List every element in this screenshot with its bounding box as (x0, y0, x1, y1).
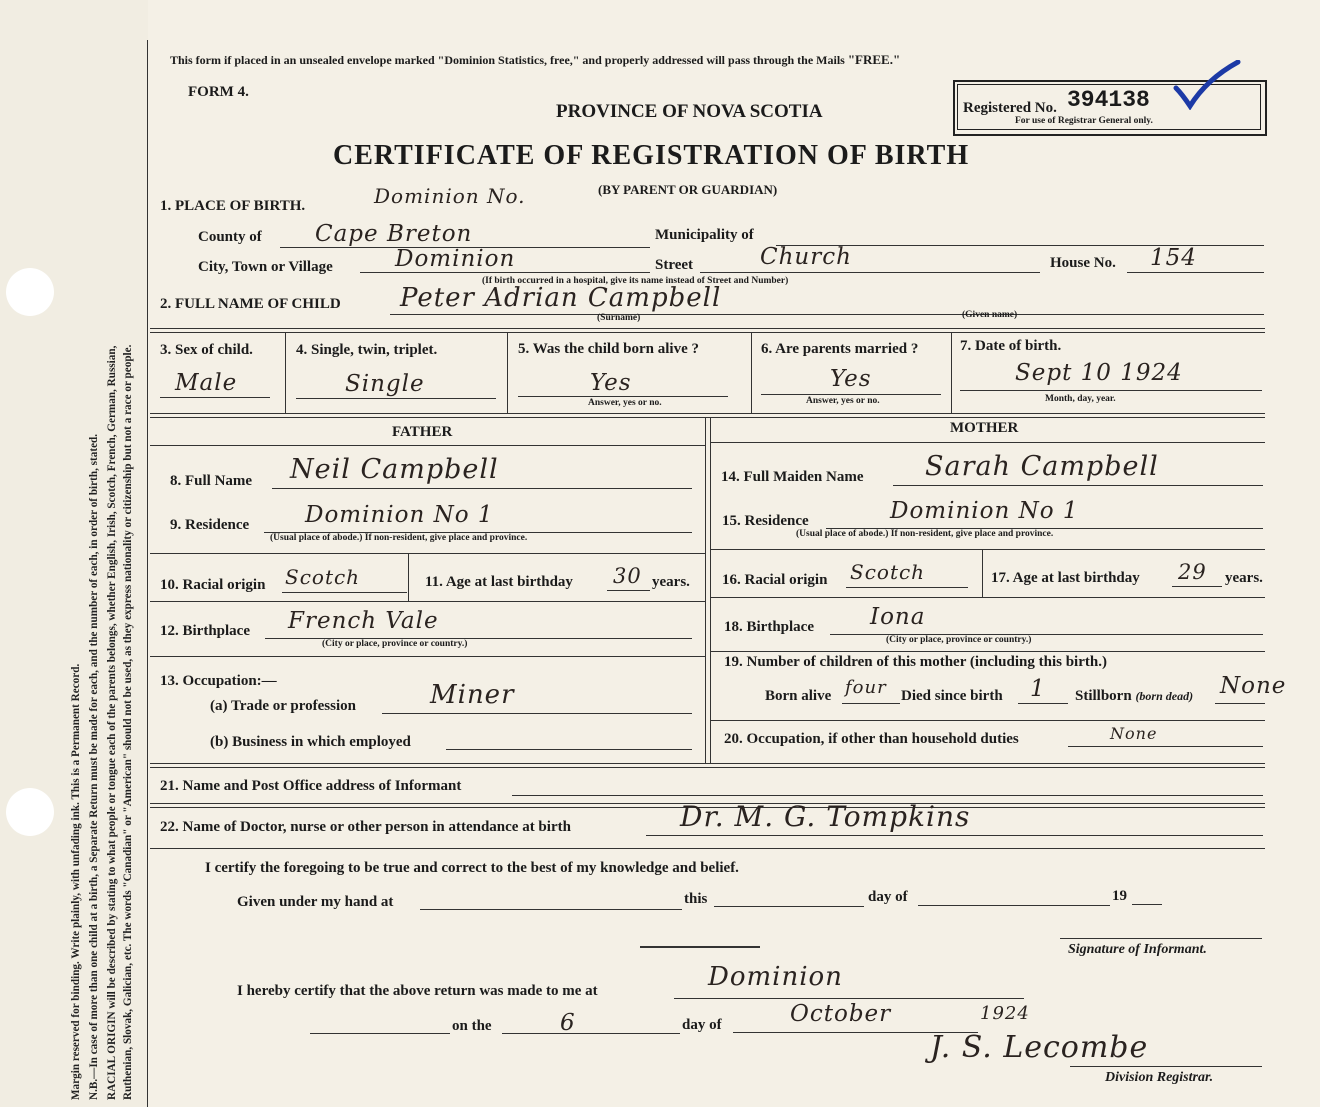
informant-signature-line-short (640, 946, 760, 948)
alive-line (518, 396, 728, 397)
mother-years-label: years. (1225, 570, 1263, 586)
dob-note: Month, day, year. (1045, 394, 1116, 404)
mother-born-alive-line (842, 703, 900, 704)
mother-occupation-value: None (1110, 724, 1158, 743)
mother-residence-note-b: If non-resident, give place and province. (890, 529, 1054, 539)
box-divider-3 (751, 333, 752, 413)
mother-residence-note (796, 529, 1053, 539)
father-occupation-label: 13. Occupation:— (160, 673, 277, 689)
registrar-place-line (674, 998, 1024, 999)
mother-stillborn-text: Stillborn (1075, 688, 1132, 704)
informant-line (512, 795, 1263, 796)
section-rule-2b (150, 417, 1265, 418)
married-value: Yes (830, 366, 872, 392)
parents-heading-rule-left (150, 445, 705, 446)
section-rule-3b (150, 767, 1265, 768)
mother-name-value: Sarah Campbell (925, 451, 1159, 482)
father-business-line (446, 749, 692, 750)
mother-rule-4 (710, 720, 1265, 721)
father-residence-note (270, 533, 527, 543)
city-label: City, Town or Village (198, 259, 333, 275)
given-year-line (1132, 904, 1162, 905)
father-racial-value: Scotch (285, 565, 361, 589)
alive-note: Answer, yes or no. (588, 398, 662, 408)
box-divider-4 (951, 333, 952, 413)
father-residence-value: Dominion No 1 (305, 502, 494, 528)
plurality-value: Single (345, 371, 425, 397)
margin-note-4: Ruthenian, Slovak, Galician, etc. The words "Canadian" or "American" should not be used, as they express nationality or citizenship but not a race or people. (122, 344, 134, 1100)
mother-birthplace-note: (City or place, province or country.) (886, 635, 1032, 645)
alive-value: Yes (590, 370, 632, 396)
registered-label: Registered No. (963, 100, 1057, 116)
hospital-note: (If birth occurred in a hospital, give its name instead of Street and Number) (482, 276, 789, 286)
margin-line (147, 40, 148, 1107)
mother-residence-note-a: (Usual place of abode.) (796, 529, 889, 539)
house-label: House No. (1050, 255, 1116, 271)
sex-label: 3. Sex of child. (160, 342, 253, 358)
section-rule-3a (150, 763, 1265, 764)
section-rule-1a (150, 328, 1265, 329)
father-trade-line (382, 713, 692, 714)
mail-note-free: "FREE." (847, 52, 901, 67)
father-racial-line (282, 592, 407, 593)
city-value: Dominion (395, 246, 516, 272)
street-line (700, 272, 1040, 273)
parents-divider-a (705, 418, 706, 763)
father-racial-divider (408, 553, 409, 601)
informant-signature-line (1060, 938, 1262, 939)
box-divider-2 (507, 333, 508, 413)
dob-line (960, 390, 1262, 391)
mother-heading: MOTHER (950, 420, 1019, 436)
given-year-label: 19 (1112, 888, 1127, 904)
mother-birthplace-label: 18. Birthplace (724, 619, 814, 635)
place-of-birth-value: Dominion No. (374, 184, 526, 208)
doctor-line (646, 835, 1263, 836)
mother-born-alive-label: Born alive (765, 688, 832, 704)
married-line (761, 394, 941, 395)
registrar-certify-text: I hereby certify that the above return was made to me at (237, 983, 598, 999)
father-residence-note-b: If non-resident, give place and province. (364, 533, 528, 543)
registrar-year-value: 1924 (980, 1003, 1030, 1024)
given-day-of-label: day of (868, 889, 908, 905)
street-value: Church (760, 244, 852, 270)
father-rule-1 (150, 553, 705, 554)
father-rule-2 (150, 601, 705, 602)
sex-value: Male (175, 370, 238, 396)
county-label: County of (198, 229, 262, 245)
father-name-label: 8. Full Name (170, 473, 253, 489)
father-name-line (272, 488, 692, 489)
signature-informant-label: Signature of Informant. (1068, 942, 1207, 957)
parents-divider-b (710, 418, 711, 763)
registrar-on-line-left (310, 1033, 450, 1034)
doctor-value: Dr. M. G. Tompkins (680, 800, 971, 833)
plurality-label: 4. Single, twin, triplet. (296, 342, 438, 358)
mail-note-text: This form if placed in an unsealed envelope marked "Dominion Statistics, free," and properly addressed will pass through the Mails (170, 53, 848, 67)
married-note: Answer, yes or no. (806, 396, 880, 406)
box-divider-1 (285, 333, 286, 413)
section-rule-2a (150, 413, 1265, 414)
margin-note-3: RACIAL ORIGIN will be described by stating to what people or tongue each of the parents belongs, whether English, Irish, Scotch, French, German, Russian, (106, 345, 118, 1100)
mother-racial-value: Scotch (850, 560, 926, 584)
father-trade-value: Miner (430, 680, 515, 710)
father-birthplace-label: 12. Birthplace (160, 623, 250, 639)
mother-age-label: 17. Age at last birthday (991, 570, 1140, 586)
father-business-label: (b) Business in which employed (210, 734, 411, 750)
registrar-on-the-value: 6 (560, 1010, 576, 1036)
certificate-subtitle: (BY PARENT OR GUARDIAN) (598, 182, 778, 197)
section-rule-5 (150, 848, 1265, 849)
alive-label: 5. Was the child born alive ? (518, 341, 699, 357)
mother-stillborn-note: (born dead) (1135, 689, 1194, 703)
mother-died-value: 1 (1030, 676, 1046, 702)
mother-age-value: 29 (1178, 560, 1207, 584)
mother-name-label: 14. Full Maiden Name (721, 469, 864, 485)
registered-number: 394138 (1067, 87, 1150, 113)
married-label: 6. Are parents married ? (761, 341, 919, 357)
dob-value: Sept 10 1924 (1015, 360, 1183, 386)
mail-note (170, 52, 900, 68)
mother-rule-2 (710, 597, 1265, 598)
municipality-label: Municipality of (655, 227, 754, 243)
registrar-on-the-line (502, 1033, 680, 1034)
parents-heading-rule-right (710, 442, 1265, 443)
doctor-label: 22. Name of Doctor, nurse or other person in attendance at birth (160, 819, 571, 835)
mother-stillborn-value: None (1220, 673, 1287, 699)
province-heading: PROVINCE OF NOVA SCOTIA (556, 101, 823, 122)
mother-rule-3 (710, 651, 1265, 652)
check-mark-icon (1172, 60, 1242, 110)
father-heading: FATHER (392, 424, 453, 440)
registrar-signature: J. S. Lecombe (930, 1030, 1149, 1065)
mother-residence-value: Dominion No 1 (890, 498, 1079, 524)
given-name-note: (Given name) (962, 310, 1018, 320)
father-rule-3 (150, 656, 705, 657)
father-birthplace-note: (City or place, province or country.) (322, 639, 468, 649)
binding-hole-top (6, 268, 54, 316)
father-age-line (607, 590, 650, 591)
mother-racial-line (846, 587, 968, 588)
county-value: Cape Breton (315, 221, 473, 247)
registrar-on-the-label: on the (452, 1018, 492, 1034)
registrar-month-value: October (790, 1001, 892, 1027)
father-name-value: Neil Campbell (290, 454, 499, 485)
division-registrar-label: Division Registrar. (1105, 1070, 1214, 1085)
registrar-day-of-label: day of (682, 1017, 722, 1033)
father-racial-label: 10. Racial origin (160, 577, 266, 593)
mother-birthplace-value: Iona (870, 604, 926, 630)
registrar-note: For use of Registrar General only. (1015, 116, 1153, 126)
section-rule-1b (150, 332, 1265, 333)
registrar-signature-line (1070, 1066, 1262, 1067)
mother-children-label: 19. Number of children of this mother (including this birth.) (724, 654, 1107, 670)
mother-died-label: Died since birth (901, 688, 1003, 704)
mother-racial-divider (982, 549, 983, 597)
dob-label: 7. Date of birth. (960, 338, 1062, 354)
father-birthplace-value: French Vale (288, 608, 439, 634)
mother-age-line (1172, 586, 1222, 587)
mother-rule-1 (710, 549, 1265, 550)
child-name-label: 2. FULL NAME OF CHILD (160, 296, 341, 312)
father-residence-label: 9. Residence (170, 517, 250, 533)
informant-label: 21. Name and Post Office address of Informant (160, 778, 462, 794)
plurality-line (296, 398, 496, 399)
margin-note-2: N.B.—In case of more than one child at a birth, a Separate Return must be made for each, and the number of each, in order of birth, stated. (88, 433, 100, 1100)
house-value: 154 (1150, 245, 1197, 271)
mother-racial-label: 16. Racial origin (722, 572, 828, 588)
form-number: FORM 4. (188, 84, 249, 100)
margin-note-1: Margin reserved for binding. Write plainly, with unfading ink. This is a Permanent Record. (70, 663, 82, 1100)
given-day-of-line (918, 905, 1110, 906)
mother-residence-label: 15. Residence (722, 513, 809, 529)
father-years-label: years. (652, 574, 690, 590)
mother-occupation-line (1068, 746, 1263, 747)
street-label: Street (655, 257, 694, 273)
place-of-birth-label: 1. PLACE OF BIRTH. (160, 198, 306, 214)
given-this-line (714, 906, 864, 907)
registrar-place-value: Dominion (708, 962, 843, 992)
father-age-label: 11. Age at last birthday (425, 574, 573, 590)
mother-occupation-label: 20. Occupation, if other than household duties (724, 731, 1019, 747)
surname-note: (Surname) (597, 313, 641, 323)
mother-name-line (893, 485, 1263, 486)
binding-hole-bottom (6, 788, 54, 836)
certify-text: I certify the foregoing to be true and correct to the best of my knowledge and belief. (205, 860, 739, 876)
house-line (1127, 272, 1264, 273)
mother-born-alive-value: four (845, 677, 887, 698)
given-under-line (420, 909, 682, 910)
given-under-label: Given under my hand at (237, 894, 394, 910)
father-residence-note-a: (Usual place of abode.) (270, 533, 363, 543)
father-trade-label: (a) Trade or profession (210, 698, 356, 714)
sex-line (160, 397, 270, 398)
mother-stillborn-line (1215, 703, 1265, 704)
father-age-value: 30 (613, 564, 642, 588)
city-line (360, 272, 650, 273)
child-name-value: Peter Adrian Campbell (400, 283, 722, 313)
mother-stillborn-label (1075, 688, 1193, 705)
mother-died-line (1018, 703, 1068, 704)
given-this-label: this (684, 891, 708, 907)
certificate-title: CERTIFICATE OF REGISTRATION OF BIRTH (333, 140, 970, 171)
child-name-line (390, 314, 1264, 315)
